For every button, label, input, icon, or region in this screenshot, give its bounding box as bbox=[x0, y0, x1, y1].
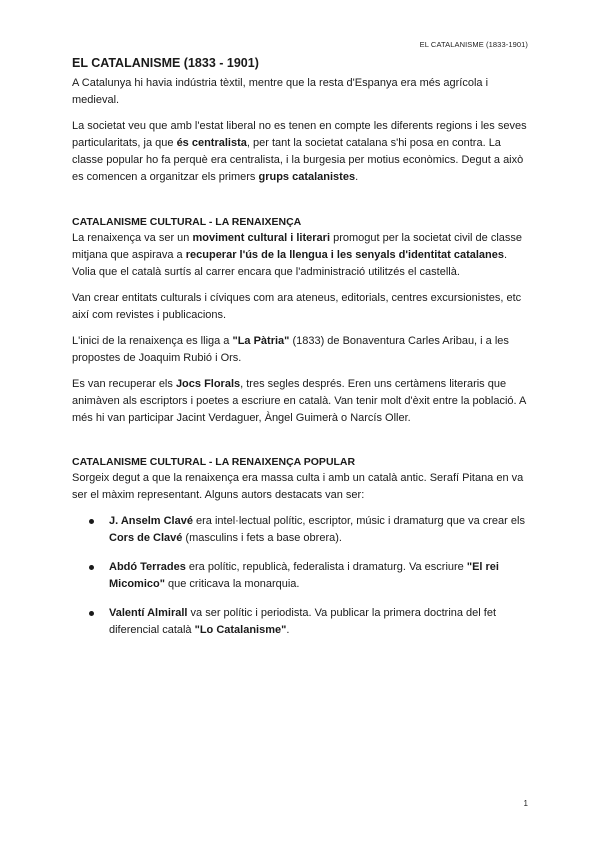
bullet-icon bbox=[89, 565, 94, 570]
section-heading-renaixenca: CATALANISME CULTURAL - LA RENAIXENÇA bbox=[72, 216, 302, 228]
list-item: J. Anselm Clavé era intel·lectual polític, escriptor, músic i dramaturg que va crear els Cors de Clavé (masculins i fets a base obrera). bbox=[72, 513, 530, 547]
bullet-icon bbox=[89, 519, 94, 524]
running-header: EL CATALANISME (1833-1901) bbox=[419, 40, 528, 49]
bullet-icon bbox=[89, 611, 94, 616]
list-item: Valentí Almirall va ser polític i periodista. Va publicar la primera doctrina del fet diferencial català "Lo Catalanisme". bbox=[72, 605, 530, 639]
document-body bbox=[72, 55, 530, 651]
authors-list bbox=[72, 513, 530, 639]
section-heading-renaixenca-popular: CATALANISME CULTURAL - LA RENAIXENÇA POPULAR bbox=[72, 456, 356, 468]
renaixenca-paragraph-2: Van crear entitats culturals i cíviques com ara ateneus, editorials, centres excursionistes, etc així com revistes i publicacions. bbox=[72, 292, 522, 321]
intro-paragraph-1: A Catalunya hi havia indústria tèxtil, mentre que la resta d'Espanya era més agrícola i medieval. bbox=[72, 77, 489, 106]
section-spacer bbox=[72, 195, 530, 214]
renaixenca-paragraph-4: Es van recuperar els Jocs Florals, tres segles després. Eren uns certàmens literaris que animàven als escriptors i poetes a escriure en català. Van tenir molt d'èxit entre la població. A més hi van participar Jacint Verdaguer, Àngel Guimerà o Narcís Oller. bbox=[72, 378, 526, 424]
renaixenca-paragraph-1: La renaixença va ser un moviment cultural i literari promogut per la societat civil de classe mitjana que aspirava a recuperar l'ús de la llengua i les senyals d'identitat catalanes. Volia que el català surtís al carrer encara que l'administració utilitzés el castellà. bbox=[72, 232, 522, 278]
page-number: 1 bbox=[523, 799, 528, 808]
section-spacer bbox=[72, 436, 530, 454]
list-item: Abdó Terrades era polític, republicà, federalista i dramaturg. Va escriure "El rei Micomico" que criticava la monarquia. bbox=[72, 559, 530, 593]
intro-paragraph-2: La societat veu que amb l'estat liberal no es tenen en compte les diferents regions i les seves particularitats, ja que és centralista, per tant la societat catalana s'hi posa en contra. La classe popular ho fa perquè era centralista, i la burgesia per motius econòmics. Degut a això es comencen a organitzar els primers grups catalanistes. bbox=[72, 120, 527, 183]
renaixenca-popular-paragraph: Sorgeix degut a que la renaixença era massa culta i amb un català antic. Serafí Pitana en va ser el màxim representant. Alguns autors destacats van ser: bbox=[72, 472, 524, 501]
document-title: EL CATALANISME (1833 - 1901) bbox=[72, 56, 259, 70]
renaixenca-paragraph-3: L'inici de la renaixença es lliga a "La Pàtria" (1833) de Bonaventura Carles Aribau, i a les propostes de Joaquim Rubió i Ors. bbox=[72, 335, 509, 364]
